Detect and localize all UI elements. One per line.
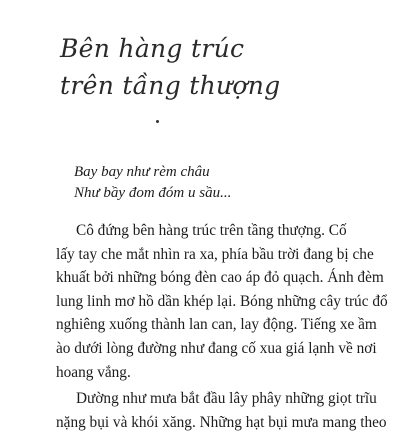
paragraph-1-line-2: lấy tay che mắt nhìn ra xa, phía bầu trời đang bị che <box>56 245 374 263</box>
chapter-title-line-2: trên tầng thượng <box>60 71 281 100</box>
chapter-title <box>60 30 380 104</box>
paragraph-1-line-3: khuất bởi những bóng đèn cao áp đỏ quạch. Ánh đèm <box>56 269 384 287</box>
paragraph-1-line-1: Cô đứng bên hàng trúc trên tầng thượng. Cố <box>76 222 347 239</box>
paragraph-1-line-7: hoang vắng. <box>56 363 131 381</box>
title-ornament-dot <box>156 120 159 123</box>
paragraph-1-line-6: ào dưới lòng đường như đang cố xua giá lạnh về nơi <box>56 339 377 357</box>
paragraph-1 <box>56 219 388 384</box>
paragraph-2 <box>56 387 387 434</box>
chapter-title-line-1: Bên hàng trúc <box>60 34 245 63</box>
paragraph-2-line-1: Dường như mưa bắt đầu lây phây những giọt trĩu <box>76 390 377 408</box>
epigraph-line-1: Bay bay như rèm châu <box>74 164 210 180</box>
paragraph-1-line-5: nghiêng xuống thành lan can, lay động. Tiếng xe ầm <box>56 316 377 334</box>
paragraph-1-line-4: lung linh mơ hồ dần khép lại. Bóng những cây trúc đổ <box>56 292 388 310</box>
paragraph-2-line-2: nặng bụi và khói xăng. Những hạt bụi mưa mang theo <box>56 413 387 431</box>
body-text <box>56 219 388 437</box>
epigraph-line-2: Như bầy đom đóm u sầu... <box>74 185 232 201</box>
epigraph <box>74 162 374 204</box>
